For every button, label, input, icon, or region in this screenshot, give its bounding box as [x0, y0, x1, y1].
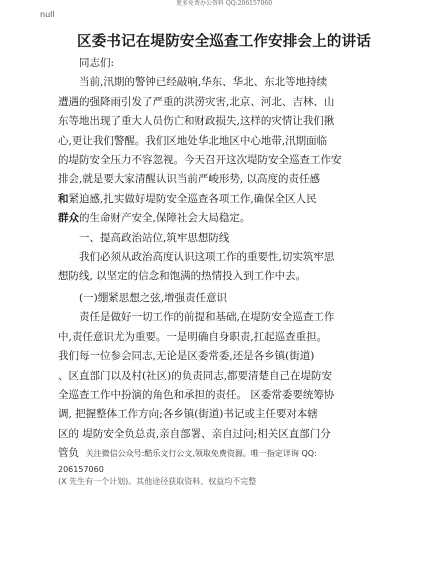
paragraph-line: 调, 把握整体工作方向;各乡镇(街道)书记或主任要对本辖 — [58, 408, 318, 421]
greeting: 同志们: — [79, 57, 115, 69]
paragraph-line: 遭遇的强降雨引发了严重的洪涝灾害,北京、河北、吉林、山 — [58, 95, 335, 108]
paragraph-line: 东等地出现了重大人员伤亡和财政损失,这样的灾情让我们揪 — [58, 115, 335, 128]
paragraph-line — [58, 444, 388, 463]
section-heading-1: 一、提高政治站位,筑牢思想防线 — [79, 231, 230, 244]
line-text: 的生命财产安全,保障社会大局稳定。 — [79, 212, 251, 225]
promo-line: 关注微信公众号:酷乐文行公文,领取免费资源。唯一指定详询 QQ: — [85, 449, 317, 459]
paragraph-line: 排会,就是要大家清醒认识当前严峻形势, 以高度的责任感 — [58, 173, 321, 186]
paragraph-1 — [58, 73, 388, 228]
paragraph-line: 想防线, 以坚定的信念和饱满的热情投入到工作中去。 — [58, 270, 307, 283]
paragraph-line — [58, 190, 388, 209]
paragraph-line: 全巡查工作中扮演的角色和承担的责任。 区委常委要统筹协 — [58, 388, 335, 401]
paragraph-2 — [58, 248, 388, 287]
paragraph-line: 中,责任意识尤为重要。一是明确自身职责,扛起巡查重担。 — [58, 330, 328, 343]
paragraph-line: 的堤防安全压力不容忽视。今天召开这次堤防安全巡查工作安 — [58, 154, 342, 167]
paragraph-line — [58, 209, 388, 228]
line-text: 紧迫感,扎实做好堤防安全巡查各项工作,确保全区人民 — [68, 192, 317, 205]
qq-number: 206157060 — [58, 464, 104, 474]
line-text: 管负 — [58, 447, 79, 460]
paragraph-3 — [58, 308, 388, 463]
section-heading-2: (一)绷紧思想之弦,增强责任意识 — [79, 291, 228, 304]
footer-note: (X 先生有一个计划)。其他途径获取资料、权益均不完整 — [58, 476, 257, 486]
paragraph-line: 责任是做好一切工作的前提和基础,在堤防安全巡查工作 — [79, 311, 335, 324]
bold-word: 群众 — [58, 212, 79, 225]
paragraph-line: 心,更让我们警醒。我们区地处华北地区中心地带,汛期面临 — [58, 134, 328, 147]
paragraph-line: 我们必须从政治高度认识这项工作的重要性,切实筑牢思 — [79, 251, 335, 264]
paragraph-line: 我们每一位参会同志,无论是区委常委,还是各乡镇(街道) — [58, 350, 315, 363]
page-title: 区委书记在堤防安全巡查工作安排会上的讲话 — [77, 34, 371, 50]
bold-word: 和 — [58, 192, 69, 205]
paragraph-line: 区的 堤防安全负总责,亲自部署、亲自过问;相关区直部门分 — [58, 427, 331, 440]
top-note: 更多免费办公资料 QQ:206157060 — [175, 0, 273, 7]
paragraph-line: 、区直部门以及村(社区)的负责同志,都要清楚自己在堤防安 — [58, 369, 333, 382]
document-body — [58, 54, 388, 488]
paragraph-line: 当前,汛期的警钟已经敲响,华东、华北、东北等地持续 — [79, 76, 328, 89]
null-mark: null — [40, 10, 55, 19]
